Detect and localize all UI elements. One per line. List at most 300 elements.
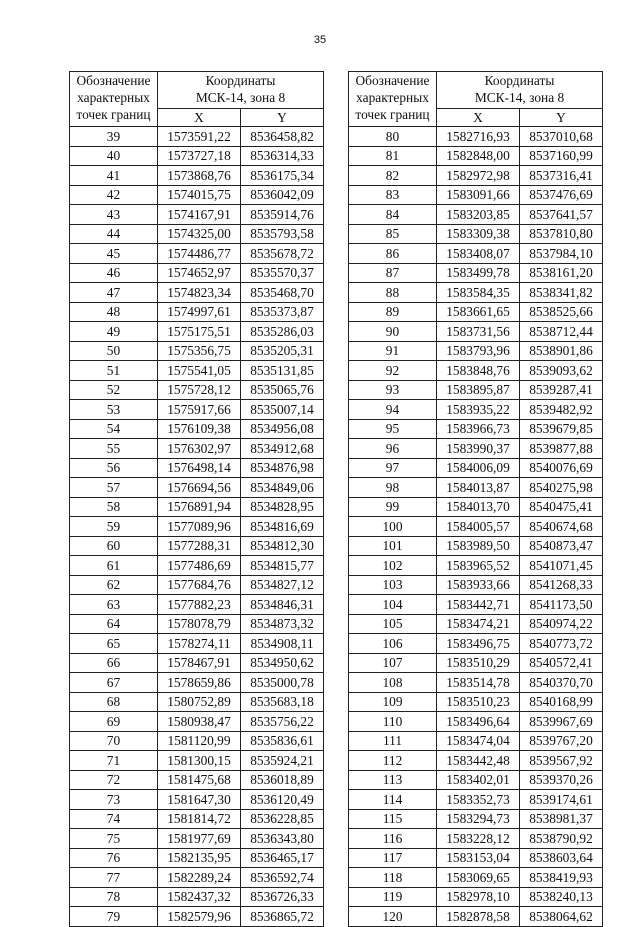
x-coordinate-cell: 1582972,98	[437, 166, 520, 186]
point-number-cell: 85	[349, 224, 437, 244]
table-row	[349, 263, 603, 283]
y-coordinate-cell: 8539567,92	[520, 751, 603, 771]
point-number-cell: 83	[349, 185, 437, 205]
point-number-cell: 106	[349, 634, 437, 654]
point-number-cell: 60	[70, 536, 158, 556]
x-coordinate-cell: 1583661,65	[437, 302, 520, 322]
header-point-name-line: Обозначение	[76, 73, 151, 88]
point-number-cell: 39	[70, 127, 158, 147]
y-coordinate-cell: 8539093,62	[520, 361, 603, 381]
y-coordinate-cell: 8537316,41	[520, 166, 603, 186]
x-coordinate-cell: 1583153,04	[437, 848, 520, 868]
point-number-cell: 101	[349, 536, 437, 556]
point-number-cell: 117	[349, 848, 437, 868]
point-number-cell: 40	[70, 146, 158, 166]
y-coordinate-cell: 8536314,33	[241, 146, 324, 166]
point-number-cell: 107	[349, 653, 437, 673]
y-coordinate-cell: 8534908,11	[241, 634, 324, 654]
y-coordinate-cell: 8540370,70	[520, 673, 603, 693]
y-coordinate-cell: 8537641,57	[520, 205, 603, 225]
point-number-cell: 81	[349, 146, 437, 166]
table-row	[349, 497, 603, 517]
y-coordinate-cell: 8538525,66	[520, 302, 603, 322]
y-coordinate-cell: 8538981,37	[520, 809, 603, 829]
y-coordinate-cell: 8539174,61	[520, 790, 603, 810]
table-row	[70, 146, 324, 166]
table-row	[349, 478, 603, 498]
x-coordinate-cell: 1583793,96	[437, 341, 520, 361]
point-number-cell: 78	[70, 887, 158, 907]
x-coordinate-cell: 1583294,73	[437, 809, 520, 829]
x-coordinate-cell: 1575917,66	[158, 400, 241, 420]
table-row	[349, 439, 603, 459]
table-row	[70, 263, 324, 283]
table-row	[349, 322, 603, 342]
x-coordinate-cell: 1583935,22	[437, 400, 520, 420]
table-row	[349, 595, 603, 615]
table-row	[70, 478, 324, 498]
x-coordinate-cell: 1582135,95	[158, 848, 241, 868]
x-coordinate-cell: 1573591,22	[158, 127, 241, 147]
point-number-cell: 88	[349, 283, 437, 303]
table-row	[70, 907, 324, 927]
y-coordinate-cell: 8536865,72	[241, 907, 324, 927]
y-coordinate-cell: 8536592,74	[241, 868, 324, 888]
x-coordinate-cell: 1575541,05	[158, 361, 241, 381]
table-row	[70, 185, 324, 205]
coordinates-table-right	[348, 71, 603, 927]
table-row	[349, 205, 603, 225]
header-coordinates-line: МСК-14, зона 8	[195, 90, 286, 105]
point-number-cell: 104	[349, 595, 437, 615]
point-number-cell: 111	[349, 731, 437, 751]
x-coordinate-cell: 1575356,75	[158, 341, 241, 361]
y-coordinate-cell: 8538603,64	[520, 848, 603, 868]
x-coordinate-cell: 1582289,24	[158, 868, 241, 888]
table-row	[70, 380, 324, 400]
y-coordinate-cell: 8539767,20	[520, 731, 603, 751]
x-coordinate-cell: 1575728,12	[158, 380, 241, 400]
point-number-cell: 52	[70, 380, 158, 400]
x-coordinate-cell: 1583228,12	[437, 829, 520, 849]
table-row	[349, 809, 603, 829]
table-row	[70, 224, 324, 244]
y-coordinate-cell: 8540873,47	[520, 536, 603, 556]
table-row	[349, 185, 603, 205]
y-coordinate-cell: 8539482,92	[520, 400, 603, 420]
table-row	[70, 322, 324, 342]
point-number-cell: 98	[349, 478, 437, 498]
x-coordinate-cell: 1573868,76	[158, 166, 241, 186]
y-coordinate-cell: 8536726,33	[241, 887, 324, 907]
table-row	[70, 205, 324, 225]
point-number-cell: 55	[70, 439, 158, 459]
table-row	[349, 575, 603, 595]
point-number-cell: 99	[349, 497, 437, 517]
x-coordinate-cell: 1576498,14	[158, 458, 241, 478]
table-row	[70, 497, 324, 517]
y-coordinate-cell: 8540773,72	[520, 634, 603, 654]
point-number-cell: 82	[349, 166, 437, 186]
y-coordinate-cell: 8541173,50	[520, 595, 603, 615]
point-number-cell: 63	[70, 595, 158, 615]
point-number-cell: 57	[70, 478, 158, 498]
x-coordinate-cell: 1583402,01	[437, 770, 520, 790]
x-coordinate-cell: 1574325,00	[158, 224, 241, 244]
x-coordinate-cell: 1583474,04	[437, 731, 520, 751]
x-coordinate-cell: 1576694,56	[158, 478, 241, 498]
table-row	[70, 419, 324, 439]
point-number-cell: 89	[349, 302, 437, 322]
y-coordinate-cell: 8538712,44	[520, 322, 603, 342]
table-row	[349, 419, 603, 439]
point-number-cell: 62	[70, 575, 158, 595]
header-coordinates-line: Координаты	[205, 73, 276, 88]
x-coordinate-cell: 1583965,52	[437, 556, 520, 576]
point-number-cell: 44	[70, 224, 158, 244]
header-point-name-line: характерных	[356, 90, 429, 105]
y-coordinate-cell: 8534815,77	[241, 556, 324, 576]
table-row	[349, 751, 603, 771]
x-coordinate-cell: 1580752,89	[158, 692, 241, 712]
x-coordinate-cell: 1577882,23	[158, 595, 241, 615]
x-coordinate-cell: 1581647,30	[158, 790, 241, 810]
x-coordinate-cell: 1577486,69	[158, 556, 241, 576]
y-coordinate-cell: 8540974,22	[520, 614, 603, 634]
point-number-cell: 56	[70, 458, 158, 478]
x-coordinate-cell: 1574167,91	[158, 205, 241, 225]
y-coordinate-cell: 8539370,26	[520, 770, 603, 790]
x-coordinate-cell: 1576302,97	[158, 439, 241, 459]
table-row	[70, 751, 324, 771]
y-coordinate-cell: 8536465,17	[241, 848, 324, 868]
x-coordinate-cell: 1583510,23	[437, 692, 520, 712]
table-row	[70, 361, 324, 381]
y-coordinate-cell: 8537984,10	[520, 244, 603, 264]
y-coordinate-cell: 8540475,41	[520, 497, 603, 517]
point-number-cell: 46	[70, 263, 158, 283]
point-number-cell: 120	[349, 907, 437, 927]
x-coordinate-cell: 1582716,93	[437, 127, 520, 147]
x-coordinate-cell: 1581300,15	[158, 751, 241, 771]
y-coordinate-cell: 8539679,85	[520, 419, 603, 439]
table-row	[70, 244, 324, 264]
table-row	[349, 614, 603, 634]
y-coordinate-cell: 8540168,99	[520, 692, 603, 712]
point-number-cell: 102	[349, 556, 437, 576]
table-row	[349, 848, 603, 868]
point-number-cell: 72	[70, 770, 158, 790]
header-y: Y	[241, 109, 324, 127]
x-coordinate-cell: 1583496,75	[437, 634, 520, 654]
x-coordinate-cell: 1574997,61	[158, 302, 241, 322]
table-row	[349, 400, 603, 420]
y-coordinate-cell: 8538419,93	[520, 868, 603, 888]
table-row	[70, 458, 324, 478]
table-row	[349, 692, 603, 712]
x-coordinate-cell: 1577089,96	[158, 517, 241, 537]
coordinates-table-left	[69, 71, 324, 927]
y-coordinate-cell: 8535065,76	[241, 380, 324, 400]
x-coordinate-cell: 1574823,34	[158, 283, 241, 303]
x-coordinate-cell: 1583474,21	[437, 614, 520, 634]
table-row	[70, 731, 324, 751]
table-row	[349, 556, 603, 576]
point-number-cell: 84	[349, 205, 437, 225]
table-row	[349, 868, 603, 888]
x-coordinate-cell: 1583442,71	[437, 595, 520, 615]
x-coordinate-cell: 1583990,37	[437, 439, 520, 459]
y-coordinate-cell: 8535683,18	[241, 692, 324, 712]
y-coordinate-cell: 8539967,69	[520, 712, 603, 732]
point-number-cell: 75	[70, 829, 158, 849]
y-coordinate-cell: 8535914,76	[241, 205, 324, 225]
point-number-cell: 58	[70, 497, 158, 517]
y-coordinate-cell: 8534956,08	[241, 419, 324, 439]
x-coordinate-cell: 1581475,68	[158, 770, 241, 790]
header-coordinates	[158, 72, 324, 109]
table-row	[349, 146, 603, 166]
table-row	[349, 634, 603, 654]
point-number-cell: 61	[70, 556, 158, 576]
x-coordinate-cell: 1583442,48	[437, 751, 520, 771]
table-row	[70, 127, 324, 147]
table-row	[349, 887, 603, 907]
table-row	[349, 166, 603, 186]
x-coordinate-cell: 1582978,10	[437, 887, 520, 907]
y-coordinate-cell: 8535836,61	[241, 731, 324, 751]
point-number-cell: 105	[349, 614, 437, 634]
x-coordinate-cell: 1574015,75	[158, 185, 241, 205]
y-coordinate-cell: 8534846,31	[241, 595, 324, 615]
table-row	[70, 770, 324, 790]
point-number-cell: 73	[70, 790, 158, 810]
header-x: X	[437, 109, 520, 127]
point-number-cell: 116	[349, 829, 437, 849]
x-coordinate-cell: 1582848,00	[437, 146, 520, 166]
point-number-cell: 59	[70, 517, 158, 537]
point-number-cell: 114	[349, 790, 437, 810]
table-row	[70, 302, 324, 322]
table-row	[349, 361, 603, 381]
x-coordinate-cell: 1583584,35	[437, 283, 520, 303]
point-number-cell: 108	[349, 673, 437, 693]
point-number-cell: 41	[70, 166, 158, 186]
y-coordinate-cell: 8537160,99	[520, 146, 603, 166]
y-coordinate-cell: 8541071,45	[520, 556, 603, 576]
y-coordinate-cell: 8535131,85	[241, 361, 324, 381]
header-point-name-line: Обозначение	[355, 73, 430, 88]
y-coordinate-cell: 8534912,68	[241, 439, 324, 459]
table-row	[349, 302, 603, 322]
point-number-cell: 95	[349, 419, 437, 439]
point-number-cell: 119	[349, 887, 437, 907]
table-row	[70, 439, 324, 459]
y-coordinate-cell: 8538161,20	[520, 263, 603, 283]
table-row	[70, 653, 324, 673]
y-coordinate-cell: 8540674,68	[520, 517, 603, 537]
table-row	[349, 790, 603, 810]
table-row	[349, 829, 603, 849]
x-coordinate-cell: 1583499,78	[437, 263, 520, 283]
table-row	[70, 692, 324, 712]
table-row	[349, 244, 603, 264]
y-coordinate-cell: 8536175,34	[241, 166, 324, 186]
table-row	[349, 517, 603, 537]
x-coordinate-cell: 1574652,97	[158, 263, 241, 283]
x-coordinate-cell: 1578078,79	[158, 614, 241, 634]
table-row	[349, 712, 603, 732]
x-coordinate-cell: 1583514,78	[437, 673, 520, 693]
point-number-cell: 43	[70, 205, 158, 225]
x-coordinate-cell: 1583510,29	[437, 653, 520, 673]
point-number-cell: 103	[349, 575, 437, 595]
y-coordinate-cell: 8538240,13	[520, 887, 603, 907]
y-coordinate-cell: 8535468,70	[241, 283, 324, 303]
x-coordinate-cell: 1582878,58	[437, 907, 520, 927]
table-row	[70, 575, 324, 595]
point-number-cell: 76	[70, 848, 158, 868]
table-row	[349, 536, 603, 556]
table-row	[349, 380, 603, 400]
point-number-cell: 49	[70, 322, 158, 342]
table-row	[349, 283, 603, 303]
header-coordinates	[437, 72, 603, 109]
point-number-cell: 68	[70, 692, 158, 712]
x-coordinate-cell: 1580938,47	[158, 712, 241, 732]
header-coordinates-line: МСК-14, зона 8	[474, 90, 565, 105]
point-number-cell: 109	[349, 692, 437, 712]
point-number-cell: 97	[349, 458, 437, 478]
y-coordinate-cell: 8538341,82	[520, 283, 603, 303]
point-number-cell: 90	[349, 322, 437, 342]
table-row	[70, 614, 324, 634]
point-number-cell: 86	[349, 244, 437, 264]
x-coordinate-cell: 1576891,94	[158, 497, 241, 517]
page-number: 35	[313, 34, 327, 46]
point-number-cell: 71	[70, 751, 158, 771]
point-number-cell: 48	[70, 302, 158, 322]
y-coordinate-cell: 8535286,03	[241, 322, 324, 342]
table-row	[70, 556, 324, 576]
table-row	[70, 341, 324, 361]
y-coordinate-cell: 8534816,69	[241, 517, 324, 537]
x-coordinate-cell: 1583933,66	[437, 575, 520, 595]
table-row	[70, 848, 324, 868]
y-coordinate-cell: 8535007,14	[241, 400, 324, 420]
y-coordinate-cell: 8538901,86	[520, 341, 603, 361]
x-coordinate-cell: 1577288,31	[158, 536, 241, 556]
table-row	[349, 224, 603, 244]
point-number-cell: 69	[70, 712, 158, 732]
x-coordinate-cell: 1584006,09	[437, 458, 520, 478]
header-y: Y	[520, 109, 603, 127]
table-row	[70, 634, 324, 654]
point-number-cell: 65	[70, 634, 158, 654]
table-row	[349, 127, 603, 147]
table-row	[349, 653, 603, 673]
point-number-cell: 53	[70, 400, 158, 420]
x-coordinate-cell: 1573727,18	[158, 146, 241, 166]
table-row	[70, 809, 324, 829]
table-row	[70, 712, 324, 732]
table-row	[70, 166, 324, 186]
y-coordinate-cell: 8539287,41	[520, 380, 603, 400]
x-coordinate-cell: 1582437,32	[158, 887, 241, 907]
y-coordinate-cell: 8535373,87	[241, 302, 324, 322]
point-number-cell: 50	[70, 341, 158, 361]
table-row	[70, 536, 324, 556]
y-coordinate-cell: 8536120,49	[241, 790, 324, 810]
x-coordinate-cell: 1581814,72	[158, 809, 241, 829]
y-coordinate-cell: 8535205,31	[241, 341, 324, 361]
header-coordinates-line: Координаты	[484, 73, 555, 88]
table-row	[349, 907, 603, 927]
point-number-cell: 70	[70, 731, 158, 751]
point-number-cell: 64	[70, 614, 158, 634]
y-coordinate-cell: 8534873,32	[241, 614, 324, 634]
x-coordinate-cell: 1581120,99	[158, 731, 241, 751]
y-coordinate-cell: 8540275,98	[520, 478, 603, 498]
point-number-cell: 112	[349, 751, 437, 771]
y-coordinate-cell: 8536228,85	[241, 809, 324, 829]
x-coordinate-cell: 1583966,73	[437, 419, 520, 439]
x-coordinate-cell: 1583408,07	[437, 244, 520, 264]
table-row	[349, 731, 603, 751]
point-number-cell: 51	[70, 361, 158, 381]
point-number-cell: 77	[70, 868, 158, 888]
y-coordinate-cell: 8534812,30	[241, 536, 324, 556]
point-number-cell: 42	[70, 185, 158, 205]
table-row	[349, 458, 603, 478]
y-coordinate-cell: 8537010,68	[520, 127, 603, 147]
table-row	[349, 673, 603, 693]
x-coordinate-cell: 1584013,87	[437, 478, 520, 498]
point-number-cell: 80	[349, 127, 437, 147]
point-number-cell: 100	[349, 517, 437, 537]
header-point-name-line: точек границ	[76, 107, 151, 122]
header-x: X	[158, 109, 241, 127]
x-coordinate-cell: 1582579,96	[158, 907, 241, 927]
point-number-cell: 66	[70, 653, 158, 673]
point-number-cell: 94	[349, 400, 437, 420]
x-coordinate-cell: 1575175,51	[158, 322, 241, 342]
y-coordinate-cell: 8540076,69	[520, 458, 603, 478]
point-number-cell: 91	[349, 341, 437, 361]
point-number-cell: 79	[70, 907, 158, 927]
y-coordinate-cell: 8535000,78	[241, 673, 324, 693]
y-coordinate-cell: 8534827,12	[241, 575, 324, 595]
x-coordinate-cell: 1583203,85	[437, 205, 520, 225]
point-number-cell: 118	[349, 868, 437, 888]
x-coordinate-cell: 1578274,11	[158, 634, 241, 654]
point-number-cell: 74	[70, 809, 158, 829]
x-coordinate-cell: 1583731,56	[437, 322, 520, 342]
table-row	[70, 829, 324, 849]
y-coordinate-cell: 8534828,95	[241, 497, 324, 517]
y-coordinate-cell: 8536018,89	[241, 770, 324, 790]
y-coordinate-cell: 8537810,80	[520, 224, 603, 244]
y-coordinate-cell: 8535793,58	[241, 224, 324, 244]
point-number-cell: 67	[70, 673, 158, 693]
y-coordinate-cell: 8536042,09	[241, 185, 324, 205]
y-coordinate-cell: 8541268,33	[520, 575, 603, 595]
table-row	[70, 673, 324, 693]
x-coordinate-cell: 1583069,65	[437, 868, 520, 888]
x-coordinate-cell: 1578467,91	[158, 653, 241, 673]
point-number-cell: 115	[349, 809, 437, 829]
x-coordinate-cell: 1576109,38	[158, 419, 241, 439]
